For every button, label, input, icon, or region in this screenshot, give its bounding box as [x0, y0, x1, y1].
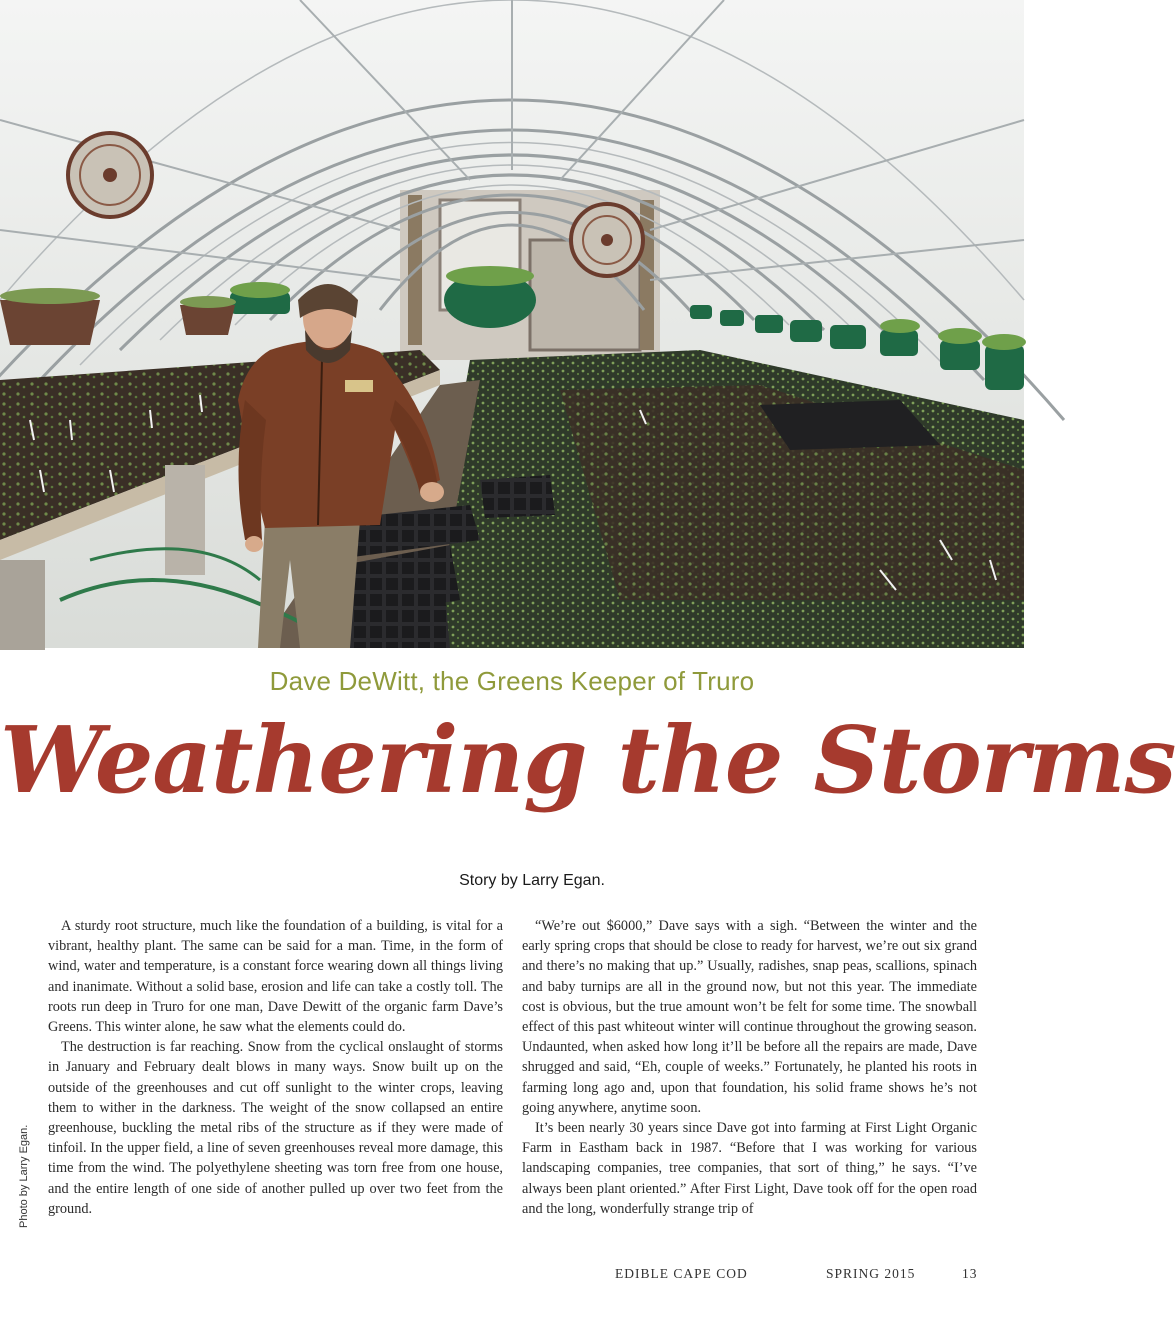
fan-left — [68, 133, 152, 217]
paragraph: The destruction is far reaching. Snow from the cyclical onslaught of storms in January and February dealt blows in many ways. Snow built up on the outside of the greenhouses and cut off sunlight to the winter crops, leaving them to wither in the darkness. The weight of the snow collapsed an entire greenhouse, buckling the metal ribs of the structure as if they were made of tinfoil. In the upper field, a line of seven greenhouses reveal more damage, this time from the wind. The polyethylene sheeting was torn free from one house, and the entire length of one side of another pulled up over two feet from the ground. — [48, 1039, 503, 1217]
byline: Story by Larry Egan. — [459, 872, 605, 889]
greenhouse-illustration — [0, 0, 1024, 648]
article-column-right — [522, 916, 977, 1219]
footer-issue: SPRING 2015 — [826, 1266, 916, 1281]
photo-credit — [18, 1124, 34, 1228]
article-title: Weathering the Storms — [0, 706, 1175, 814]
paragraph: It’s been nearly 30 years since Dave got into farming at First Light Organic Farm in Eastham back in 1987. “Before that I was working for various landscaping companies, tree companies, that sort of thing,” he says. “I’ve always been plant oriented.” After First Light, Dave took off for the open road and the long, wonderfully strange trip of — [522, 1120, 977, 1217]
paragraph: “We’re out $6000,” Dave says with a sigh. “Between the winter and the early spring crops that should be close to ready for harvest, we’re out six grand and there’s no making that up.” Usually, radishes, snap peas, scallions, spinach and baby turnips are all in the ground now, but not this year. The immediate cost is obvious, but the true amount won’t be felt for some time. The snowball effect of this past whiteout winter will continue throughout the growing season. Undaunted, when asked how long it’ll be before all the repairs are made, Dave shrugged and said, “Eh, couple of weeks.” Fortunately, he planted his roots in farming long ago and, upon that foundation, his solid frame shows he’s not going anywhere, anytime soon. — [522, 918, 977, 1116]
article-subtitle: Dave DeWitt, the Greens Keeper of Truro — [269, 666, 755, 696]
article-column-left — [48, 916, 503, 1219]
photo-credit-text: Photo by Larry Egan. — [18, 1124, 30, 1228]
fan-right — [571, 204, 643, 276]
paragraph: A sturdy root structure, much like the foundation of a building, is vital for a vibrant, healthy plant. The same can be said for a man. Time, in the form of wind, water and temperature, is a constant force wearing down all things living and inanimate. Without a solid base, erosion and life can take a costly toll. The roots run deep in Truro for one man, Dave Dewitt of the organic farm Dave’s Greens. This winter alone, he saw what the elements could do. — [48, 918, 503, 1036]
hero-photo — [0, 0, 1024, 648]
footer-publication: EDIBLE CAPE COD — [615, 1266, 748, 1281]
page-number: 13 — [962, 1266, 978, 1281]
